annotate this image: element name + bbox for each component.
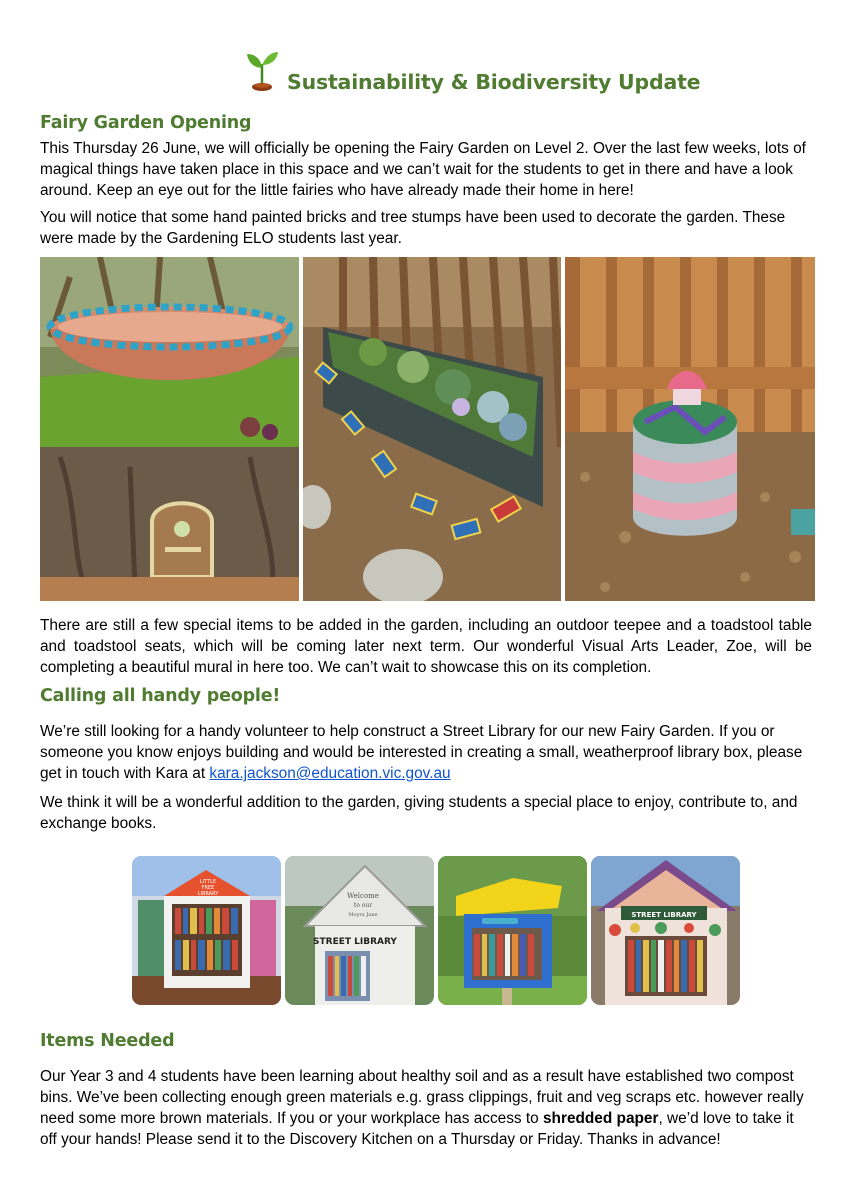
kara-email-link[interactable]: kara.jackson@education.vic.gov.au [209,765,451,782]
photo-fairy-door-stump [40,257,299,601]
lib2-sign-line2: to our [353,902,373,909]
fairy-garden-upcoming: There are still a few special items to be added in the garden, including an outdoor teepee and a toadstool table and toadstool seats, which will be coming later next term. Our wonderful Visual Arts Leader, Zoe, will be completing a beautiful mural in here too. We can’t wait to showcase this on its completion. [40,617,812,676]
handy-people-request [40,721,812,784]
items-needed-heading: Items Needed [40,1031,175,1051]
lib4-sign: STREET LIBRARY [631,911,697,919]
lib2-sign-line1: Welcome [347,892,379,900]
page-header [0,48,849,96]
fairy-garden-intro: This Thursday 26 June, we will officially be opening the Fairy Garden on Level 2. Over the last few weeks, lots of magical things have taken place in this space and we can’t wait for the students to get in there and have a look around. Keep an eye out for the little fairies who have already made their home in here! [40,140,806,199]
lib2-sign-line4: STREET LIBRARY [313,937,397,947]
photo-street-library-2 [285,856,434,1005]
items-needed-text [40,1066,812,1150]
lib2-sign-line3: Moyra Jane [348,912,378,918]
items-needed-text-end: , we’d love to take it off your hands! Please send it to the Discovery Kitchen on a Thursday or Friday. Thanks in advance! [40,1110,794,1148]
photo-planter-box [303,257,561,601]
lib1-sign-line1: LITTLE [199,879,217,885]
sprout-icon [244,48,280,92]
photo-street-library-3 [438,856,587,1005]
lib1-sign-line2: FREE [201,885,215,891]
fairy-garden-heading: Fairy Garden Opening [40,113,252,133]
photo-street-library-4 [591,856,740,1005]
fairy-garden-bricks: You will notice that some hand painted bricks and tree stumps have been used to decorate the garden. These were made by the Gardening ELO students last year. [40,209,786,247]
handy-people-request-text: We’re still looking for a handy volunteer to help construct a Street Library for our new Fairy Garden. If you or someone you know enjoys building and would be interested in creating a small, weatherproof library box, please get in touch with Kara at [40,723,803,782]
photo-painted-stump [565,257,815,601]
lib1-sign-line3: LIBRARY [197,891,219,897]
photo-street-library-1 [132,856,281,1005]
items-needed-text-start: Our Year 3 and 4 students have been learning about healthy soil and as a result have established two compost bins. We’ve been collecting enough green materials e.g. grass clippings, fruit and veg scraps etc. however really need some more brown materials. If you or your workplace has access to [40,1068,804,1127]
handy-people-addition: We think it will be a wonderful addition to the garden, giving students a special place to enjoy, contribute to, and exchange books. [40,794,798,832]
shredded-paper-bold: shredded paper [543,1110,659,1127]
handy-people-heading: Calling all handy people! [40,686,281,706]
page-title: Sustainability & Biodiversity Update [287,70,701,94]
